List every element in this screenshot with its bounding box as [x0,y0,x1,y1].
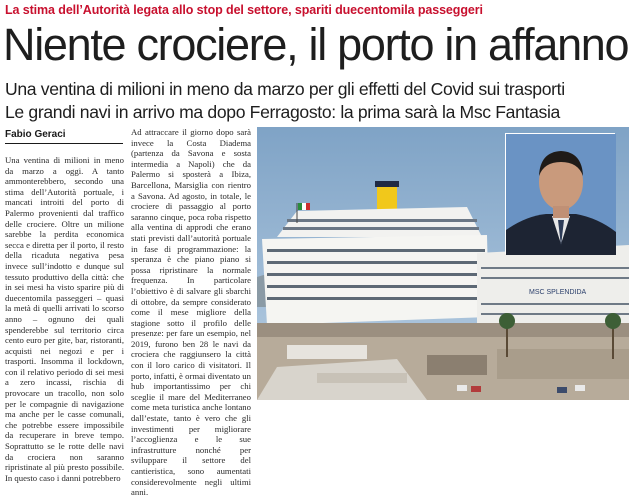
article-subhead-line-2: Le grandi navi in arrivo ma dopo Ferragosto: la prima sarà la Msc Fantasia [5,102,560,122]
article-column-2: Ad attraccare il giorno dopo sarà invece la Costa Diadema (partenza da Savona e sosta intermedia a Napoli) che da Palermo si sposterà a Ibiza, Barcellona, Marsiglia con rientro a Savona. Ad agosto, in totale, le crociere di passaggio al porto saranno cinque, poca roba rispetto alla ventina di approdi che erano stati previsti dall’autorità portuale in fase di programmazione: la speranza è che piano piano si possa ripristinare la normale frequenza. In particolare l’obiettivo è di salvare gli sbarchi di ottobre, da sempre considerato come il mese migliore della stagione sotto il profilo delle presenze: per fare un esempio, nel 2019, furono ben 28 le navi da crociera che raggiunsero la città con il loro carico di visitatori. Il porto, infatti, è ormai diventato un hub importantissimo per chi sceglie il mare del Mediterraneo come meta turistica anche lontano dall’estate, tanto è vero che gli investimenti per migliorare l’accoglienza e le sue infrastrutture nonché per sviluppare il settore del cantieristica, sono aumentati considerevolmente negli ultimi anni. [131,127,251,498]
ship-name-label: MSC SPLENDIDA [529,289,587,296]
article-subhead-line-1: Una ventina di milioni in meno da marzo per gli effetti del Covid sui trasporti [5,79,565,99]
author-portrait [505,133,615,254]
article-column-3-overlay-spacer [257,127,375,400]
article-byline: Fabio Geraci [5,129,66,140]
article-kicker: La stima dell’Autorità legata allo stop del settore, spariti duecentomila passeggeri [5,3,483,17]
article-column-1: Una ventina di milioni in meno da marzo a oggi. A tanto ammonterebbero, secondo una stima dell’Autorità portuale, i mancati introiti del porto di Palermo provenienti dal traffico delle crociere. Oltre un milione sarebbe la perdita economica secca e diretta per il porto, il resto della ricaduta negativa pesa invece sull’indotto e dunque sul tessuto produttivo della città: che in sei mesi ha visto sparire più di duecentomila passeggeri – quasi la metà di quelli arrivati lo scorso anno – ognuno dei quali spenderebbe sul territorio circa cento euro per gite, bar, ristoranti, acquisti nei negozi e per i trasporti. Insomma il lockdown, con il relativo periodo di sei mesi a zero incassi, rischia di provocare un tracollo, non solo per le compagnie di navigazione ma anche per le casse comunali, che potrebbe essere impossibile da recuperare in breve tempo. Soprattutto se le rotte delle navi da crociera non saranno ripristinate al più presto possibile. In questo caso i danni potrebbero [5,155,124,483]
byline-divider [5,143,123,144]
article-headline: Niente crociere, il porto in affanno [3,19,629,70]
